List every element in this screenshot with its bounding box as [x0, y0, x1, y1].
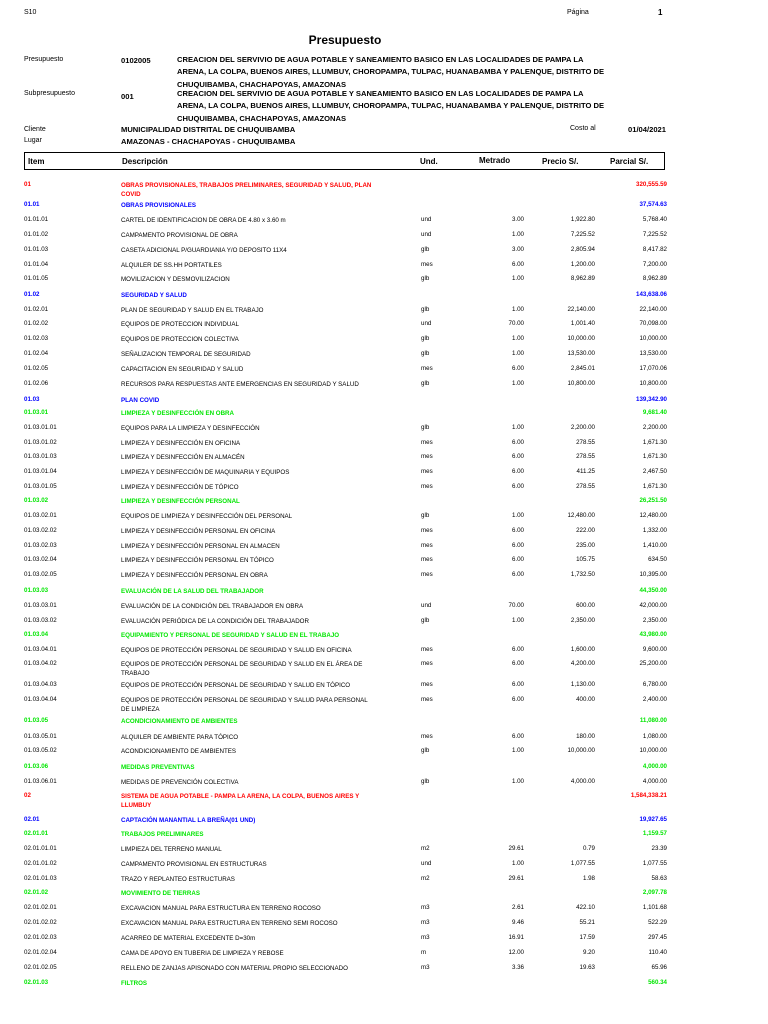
row-unit: m3 — [421, 934, 430, 941]
row-partial: 9,681.40 — [642, 409, 667, 416]
row-partial: 8,417.82 — [642, 246, 667, 253]
row-metrado: 1.00 — [511, 231, 524, 238]
row-item-code: 01.03.05.01 — [24, 733, 57, 740]
row-unit: mes — [421, 696, 433, 703]
row-metrado: 9.46 — [511, 919, 524, 926]
row-description: OBRAS PROVISIONALES, TRABAJOS PRELIMINARES, SEGURIDAD Y SALUD, PLAN COVID — [121, 182, 372, 198]
row-partial: 26,251.50 — [639, 497, 667, 504]
row-description: EQUIPOS DE PROTECCIÓN PERSONAL DE SEGURIDAD Y SALUD PARA PERSONAL DE LIMPIEZA — [121, 697, 368, 713]
row-item-code: 01.01 — [24, 201, 40, 208]
costo-date: 01/04/2021 — [628, 125, 667, 134]
row-unit: mes — [421, 571, 433, 578]
lugar-value: AMAZONAS - CHACHAPOYAS - CHUQUIBAMBA — [121, 137, 296, 146]
row-item-code: 01.01.05 — [24, 275, 49, 282]
row-metrado: 16.91 — [508, 934, 524, 941]
row-item-code: 01.02.02 — [24, 320, 49, 327]
row-metrado: 1.00 — [511, 747, 524, 754]
row-partial: 1,077.55 — [642, 860, 667, 867]
row-price: 13,530.00 — [567, 350, 595, 357]
row-unit: glb — [421, 424, 430, 431]
row-metrado: 6.00 — [511, 542, 524, 549]
row-partial: 10,800.00 — [639, 380, 667, 387]
row-item-code: 01.03.02.02 — [24, 527, 57, 534]
row-description: LIMPIEZA Y DESINFECCIÓN PERSONAL — [121, 498, 240, 505]
row-partial: 11,080.00 — [639, 717, 667, 724]
row-item-code: 01.03.02.05 — [24, 571, 57, 578]
row-price: 411.25 — [576, 468, 595, 475]
row-unit: mes — [421, 453, 433, 460]
row-unit: m3 — [421, 964, 430, 971]
row-partial: 1,332.00 — [642, 527, 667, 534]
row-metrado: 70.00 — [508, 320, 524, 327]
row-partial: 7,200.00 — [642, 261, 667, 268]
row-item-code: 01.03.04.03 — [24, 681, 57, 688]
row-price: 1,200.00 — [570, 261, 595, 268]
row-item-code: 01.01.01 — [24, 216, 49, 223]
row-metrado: 3.36 — [511, 964, 524, 971]
row-unit: m3 — [421, 919, 430, 926]
row-description: SISTEMA DE AGUA POTABLE - PAMPA LA ARENA, LA COLPA, BUENOS AIRES Y LLUMBUY — [121, 793, 360, 809]
row-description: CAMPAMENTO PROVISIONAL EN ESTRUCTURAS — [121, 861, 267, 868]
row-description: EQUIPAMIENTO Y PERSONAL DE SEGURIDAD Y SALUD EN EL TRABAJO — [121, 632, 340, 639]
row-partial: 8,962.89 — [642, 275, 667, 282]
row-metrado: 6.00 — [511, 681, 524, 688]
row-partial: 6,780.00 — [642, 681, 667, 688]
row-unit: glb — [421, 275, 430, 282]
row-description: MOVIMIENTO DE TIERRAS — [121, 890, 200, 897]
row-price: 278.55 — [576, 483, 595, 490]
costo-label: Costo al — [570, 125, 596, 132]
row-partial: 37,574.63 — [639, 201, 667, 208]
row-partial: 58.63 — [651, 875, 667, 882]
row-price: 10,000.00 — [567, 747, 595, 754]
presupuesto-label: Presupuesto — [24, 56, 64, 63]
row-unit: mes — [421, 483, 433, 490]
row-unit: glb — [421, 246, 430, 253]
row-unit: mes — [421, 681, 433, 688]
row-metrado: 6.00 — [511, 483, 524, 490]
row-description: EXCAVACION MANUAL PARA ESTRUCTURA EN TERRENO ROCOSO — [121, 905, 321, 912]
row-item-code: 01.01.02 — [24, 231, 49, 238]
row-unit: mes — [421, 365, 433, 372]
row-price: 12,480.00 — [567, 512, 595, 519]
row-description: MOVILIZACION Y DESMOVILIZACION — [121, 276, 230, 283]
row-price: 235.00 — [576, 542, 595, 549]
row-partial: 1,159.57 — [642, 830, 667, 837]
row-description: PLAN DE SEGURIDAD Y SALUD EN EL TRABAJO — [121, 307, 264, 314]
row-metrado: 6.00 — [511, 660, 524, 667]
row-description: OBRAS PROVISIONALES — [121, 202, 196, 209]
row-item-code: 01.02.03 — [24, 335, 49, 342]
row-price: 2,845.01 — [570, 365, 595, 372]
row-partial: 12,480.00 — [639, 512, 667, 519]
row-item-code: 01.03.02.04 — [24, 556, 57, 563]
row-partial: 143,638.06 — [636, 291, 667, 298]
row-metrado: 6.00 — [511, 733, 524, 740]
row-partial: 320,555.59 — [636, 181, 667, 188]
row-price: 1,732.50 — [570, 571, 595, 578]
row-unit: m — [421, 949, 427, 956]
row-unit: glb — [421, 747, 430, 754]
row-item-code: 01.03.01.03 — [24, 453, 57, 460]
row-metrado: 1.00 — [511, 860, 524, 867]
row-partial: 4,000.00 — [642, 778, 667, 785]
row-metrado: 6.00 — [511, 646, 524, 653]
row-price: 0.79 — [582, 845, 595, 852]
row-unit: glb — [421, 306, 430, 313]
row-unit: und — [421, 320, 432, 327]
row-description: LIMPIEZA Y DESINFECCIÓN EN OFICINA — [121, 440, 241, 447]
row-description: ACONDICIONAMIENTO DE AMBIENTES — [121, 748, 237, 755]
row-price: 1,600.00 — [570, 646, 595, 653]
row-item-code: 01.01.03 — [24, 246, 49, 253]
row-partial: 139,342.90 — [636, 396, 667, 403]
presupuesto-code: 0102005 — [121, 56, 151, 65]
row-unit: mes — [421, 542, 433, 549]
row-price: 4,000.00 — [570, 778, 595, 785]
row-price: 4,200.00 — [570, 660, 595, 667]
row-item-code: 02.01.02.02 — [24, 919, 57, 926]
row-price: 105.75 — [576, 556, 595, 563]
row-metrado: 2.61 — [511, 904, 524, 911]
row-description: SEÑALIZACION TEMPORAL DE SEGURIDAD — [121, 351, 251, 358]
row-metrado: 6.00 — [511, 261, 524, 268]
cliente-label: Cliente — [24, 126, 46, 133]
row-partial: 522.29 — [648, 919, 667, 926]
subpresupuesto-description: CREACION DEL SERVIVIO DE AGUA POTABLE Y SANEAMIENTO BASICO EN LAS LOCALIDADES DE PAMPA LA ARENA, LA COLPA, BUENOS AIRES, LLUMBUY, CHOROPAMPA, TULPAC, HUANABAMBA Y PALENQUE, DISTRITO DE CHUQUIBAMBA, CHACHAPOYAS, AMAZONAS — [177, 89, 605, 123]
row-item-code: 02.01.02.03 — [24, 934, 57, 941]
row-partial: 110.40 — [648, 949, 667, 956]
row-item-code: 02.01.02 — [24, 889, 49, 896]
row-item-code: 02.01.03 — [24, 979, 49, 986]
row-unit: m2 — [421, 875, 430, 882]
row-description: EVALUACIÓN DE LA CONDICIÓN DEL TRABAJADOR EN OBRA — [121, 603, 304, 610]
presupuesto-description: CREACION DEL SERVIVIO DE AGUA POTABLE Y SANEAMIENTO BASICO EN LAS LOCALIDADES DE PAMPA LA ARENA, LA COLPA, BUENOS AIRES, LLUMBUY, CHOROPAMPA, TULPAC, HUANABAMBA Y PALENQUE, DISTRITO DE CHUQUIBAMBA, CHACHAPOYAS, AMAZONAS — [177, 55, 605, 89]
row-description: ACONDICIONAMIENTO DE AMBIENTES — [121, 718, 238, 725]
row-item-code: 01.02.04 — [24, 350, 49, 357]
row-item-code: 01.03.03.02 — [24, 617, 57, 624]
row-partial: 2,200.00 — [642, 424, 667, 431]
row-unit: glb — [421, 380, 430, 387]
row-item-code: 02.01.02.05 — [24, 964, 57, 971]
row-description: LIMPIEZA Y DESINFECCIÓN EN OBRA — [121, 410, 234, 417]
row-description: CAMPAMENTO PROVISIONAL DE OBRA — [121, 232, 238, 239]
row-description: LIMPIEZA DEL TERRENO MANUAL — [121, 846, 222, 853]
row-item-code: 01.02.01 — [24, 306, 49, 313]
col-descripcion: Descripción — [122, 157, 168, 166]
row-partial: 560.34 — [648, 979, 667, 986]
row-item-code: 01.03.05 — [24, 717, 49, 724]
row-price: 2,200.00 — [570, 424, 595, 431]
row-description: EQUIPOS DE PROTECCIÓN PERSONAL DE SEGURIDAD Y SALUD EN OFICINA — [121, 647, 352, 654]
row-unit: mes — [421, 261, 433, 268]
row-description: CARTEL DE IDENTIFICACION DE OBRA DE 4.80 x 3.60 m — [121, 217, 286, 224]
row-metrado: 29.61 — [508, 845, 524, 852]
row-partial: 634.50 — [648, 556, 667, 563]
row-description: LIMPIEZA Y DESINFECCIÓN PERSONAL EN TÓPICO — [121, 557, 274, 564]
row-description: CAMA DE APOYO EN TUBERIA DE LIMPIEZA Y REBOSE — [121, 950, 284, 957]
row-description: TRABAJOS PRELIMINARES — [121, 831, 204, 838]
lugar-label: Lugar — [24, 137, 42, 144]
row-partial: 7,225.52 — [642, 231, 667, 238]
row-unit: mes — [421, 660, 433, 667]
row-metrado: 29.61 — [508, 875, 524, 882]
row-price: 10,800.00 — [567, 380, 595, 387]
row-unit: und — [421, 216, 432, 223]
row-item-code: 02.01.01.02 — [24, 860, 57, 867]
row-partial: 19,927.65 — [639, 816, 667, 823]
row-partial: 4,000.00 — [642, 763, 667, 770]
subpresupuesto-label: Subpresupuesto — [24, 90, 75, 97]
row-partial: 1,671.30 — [642, 483, 667, 490]
row-description: LIMPIEZA Y DESINFECCIÓN PERSONAL EN OFICINA — [121, 528, 276, 535]
row-metrado: 6.00 — [511, 527, 524, 534]
row-item-code: 01 — [24, 181, 31, 188]
row-metrado: 1.00 — [511, 424, 524, 431]
row-partial: 9,600.00 — [642, 646, 667, 653]
row-partial: 44,350.00 — [639, 587, 667, 594]
row-item-code: 01.03.06 — [24, 763, 49, 770]
row-unit: und — [421, 602, 432, 609]
row-item-code: 01.03.04 — [24, 631, 49, 638]
row-price: 22,140.00 — [567, 306, 595, 313]
row-unit: glb — [421, 350, 430, 357]
row-item-code: 01.03.04.02 — [24, 660, 57, 667]
row-item-code: 02.01.01.03 — [24, 875, 57, 882]
row-partial: 10,000.00 — [639, 335, 667, 342]
row-unit: glb — [421, 335, 430, 342]
row-partial: 10,000.00 — [639, 747, 667, 754]
row-price: 55.21 — [579, 919, 595, 926]
row-unit: m3 — [421, 904, 430, 911]
row-metrado: 70.00 — [508, 602, 524, 609]
row-price: 1,130.00 — [570, 681, 595, 688]
row-description: CAPACITACION EN SEGURIDAD Y SALUD — [121, 366, 244, 373]
row-price: 7,225.52 — [570, 231, 595, 238]
table-header — [24, 152, 665, 170]
page-title: Presupuesto — [308, 33, 382, 47]
row-metrado: 1.00 — [511, 380, 524, 387]
row-description: LIMPIEZA Y DESINFECCIÓN DE MAQUINARIA Y EQUIPOS — [121, 469, 290, 476]
row-unit: mes — [421, 646, 433, 653]
row-item-code: 02.01.02.04 — [24, 949, 57, 956]
row-price: 180.00 — [576, 733, 595, 740]
row-description: EQUIPOS PARA LA LIMPIEZA Y DESINFECCIÓN — [121, 425, 260, 432]
row-metrado: 6.00 — [511, 365, 524, 372]
row-partial: 23.39 — [651, 845, 667, 852]
row-partial: 1,671.30 — [642, 439, 667, 446]
row-price: 9.20 — [582, 949, 595, 956]
row-price: 1,922.80 — [570, 216, 595, 223]
row-unit: glb — [421, 512, 430, 519]
row-description: LIMPIEZA Y DESINFECCIÓN DE TÓPICO — [121, 484, 239, 491]
row-item-code: 01.03.03 — [24, 587, 49, 594]
row-item-code: 02.01.01 — [24, 830, 49, 837]
row-unit: mes — [421, 556, 433, 563]
row-description: FILTROS — [121, 980, 148, 987]
row-partial: 65.96 — [651, 964, 667, 971]
row-price: 278.55 — [576, 453, 595, 460]
row-partial: 5,768.40 — [642, 216, 667, 223]
row-metrado: 1.00 — [511, 335, 524, 342]
row-item-code: 01.02.06 — [24, 380, 49, 387]
page-number: 1 — [658, 8, 663, 17]
row-metrado: 3.00 — [511, 246, 524, 253]
row-price: 1.98 — [582, 875, 595, 882]
row-description: EQUIPOS DE PROTECCIÓN PERSONAL DE SEGURIDAD Y SALUD EN TÓPICO — [121, 682, 351, 689]
row-metrado: 1.00 — [511, 350, 524, 357]
col-und: Und. — [420, 157, 438, 166]
row-metrado: 3.00 — [511, 216, 524, 223]
row-partial: 1,584,338.21 — [630, 792, 667, 799]
row-price: 1,077.55 — [570, 860, 595, 867]
row-item-code: 01.03 — [24, 396, 40, 403]
row-price: 2,350.00 — [570, 617, 595, 624]
row-price: 19.63 — [579, 964, 595, 971]
row-metrado: 6.00 — [511, 453, 524, 460]
row-price: 1,001.40 — [570, 320, 595, 327]
row-partial: 1,410.00 — [642, 542, 667, 549]
row-description: MEDIDAS PREVENTIVAS — [121, 764, 195, 771]
col-parcial: Parcial S/. — [610, 157, 649, 166]
row-metrado: 1.00 — [511, 778, 524, 785]
row-partial: 25,200.00 — [639, 660, 667, 667]
row-metrado: 6.00 — [511, 468, 524, 475]
row-item-code: 02 — [24, 792, 31, 799]
page-label: Página — [567, 9, 589, 16]
row-item-code: 01.01.04 — [24, 261, 49, 268]
row-partial: 17,070.06 — [639, 365, 667, 372]
row-item-code: 02.01.02.01 — [24, 904, 57, 911]
row-metrado: 6.00 — [511, 556, 524, 563]
row-item-code: 01.03.01.02 — [24, 439, 57, 446]
row-price: 222.00 — [576, 527, 595, 534]
row-item-code: 01.03.02 — [24, 497, 49, 504]
row-description: EQUIPOS DE LIMPIEZA Y DESINFECCIÓN DEL PERSONAL — [121, 513, 293, 520]
row-partial: 1,101.68 — [642, 904, 667, 911]
row-item-code: 01.03.01.04 — [24, 468, 57, 475]
subpresupuesto-code: 001 — [121, 92, 134, 101]
row-partial: 297.45 — [648, 934, 667, 941]
row-partial: 2,350.00 — [642, 617, 667, 624]
row-item-code: 01.03.01.01 — [24, 424, 57, 431]
row-unit: m2 — [421, 845, 430, 852]
row-unit: und — [421, 231, 432, 238]
row-price: 2,805.94 — [570, 246, 595, 253]
row-description: EVALUACIÓN DE LA SALUD DEL TRABAJADOR — [121, 588, 264, 595]
row-description: CASETA ADICIONAL P/GUARDIANIA Y/O DEPOSITO 11X4 — [121, 247, 287, 254]
row-unit: und — [421, 860, 432, 867]
row-description: TRAZO Y REPLANTEO ESTRUCTURAS — [121, 876, 235, 883]
row-partial: 13,530.00 — [639, 350, 667, 357]
row-partial: 22,140.00 — [639, 306, 667, 313]
row-partial: 70,098.00 — [639, 320, 667, 327]
row-description: MEDIDAS DE PREVENCIÓN COLECTIVA — [121, 779, 239, 786]
row-item-code: 01.03.04.01 — [24, 646, 57, 653]
row-partial: 2,467.50 — [642, 468, 667, 475]
row-item-code: 01.03.02.01 — [24, 512, 57, 519]
row-metrado: 1.00 — [511, 512, 524, 519]
row-metrado: 6.00 — [511, 571, 524, 578]
row-partial: 2,097.78 — [642, 889, 667, 896]
row-description: RECURSOS PARA RESPUESTAS ANTE EMERGENCIAS EN SEGURIDAD Y SALUD — [121, 381, 359, 388]
row-description: EXCAVACION MANUAL PARA ESTRUCTURA EN TERRENO SEMI ROCOSO — [121, 920, 338, 927]
row-item-code: 01.03.03.01 — [24, 602, 57, 609]
row-description: ALQUILER DE SS.HH PORTATILES — [121, 262, 222, 269]
cliente-value: MUNICIPALIDAD DISTRITAL DE CHUQUIBAMBA — [121, 125, 296, 134]
row-partial: 1,671.30 — [642, 453, 667, 460]
row-partial: 1,080.00 — [642, 733, 667, 740]
row-unit: mes — [421, 468, 433, 475]
row-item-code: 01.02 — [24, 291, 40, 298]
row-price: 10,000.00 — [567, 335, 595, 342]
row-metrado: 1.00 — [511, 306, 524, 313]
row-price: 8,962.89 — [570, 275, 595, 282]
row-description: CAPTACIÓN MANANTIAL LA BREÑA(01 UND) — [121, 817, 256, 824]
row-price: 422.10 — [576, 904, 595, 911]
row-item-code: 01.03.05.02 — [24, 747, 57, 754]
row-description: ALQUILER DE AMBIENTE PARA TÓPICO — [121, 734, 239, 741]
row-metrado: 6.00 — [511, 439, 524, 446]
row-unit: mes — [421, 733, 433, 740]
row-metrado: 1.00 — [511, 617, 524, 624]
row-price: 400.00 — [576, 696, 595, 703]
row-item-code: 01.03.01 — [24, 409, 49, 416]
row-item-code: 01.03.01.05 — [24, 483, 57, 490]
row-item-code: 01.03.02.03 — [24, 542, 57, 549]
col-item: Item — [28, 157, 45, 166]
row-item-code: 01.03.06.01 — [24, 778, 57, 785]
row-item-code: 02.01.01.01 — [24, 845, 57, 852]
row-unit: glb — [421, 778, 430, 785]
row-description: PLAN COVID — [121, 397, 160, 404]
row-metrado: 12.00 — [508, 949, 524, 956]
row-metrado: 6.00 — [511, 696, 524, 703]
row-description: EQUIPOS DE PROTECCIÓN PERSONAL DE SEGURIDAD Y SALUD EN EL ÁREA DE TRABAJO — [121, 661, 363, 677]
row-description: ACARREO DE MATERIAL EXCEDENTE D=30m — [121, 935, 256, 942]
row-price: 278.55 — [576, 439, 595, 446]
row-unit: mes — [421, 439, 433, 446]
row-metrado: 1.00 — [511, 275, 524, 282]
col-precio: Precio S/. — [542, 157, 579, 166]
row-description: LIMPIEZA Y DESINFECCIÓN EN ALMACÉN — [121, 454, 245, 461]
row-description: LIMPIEZA Y DESINFECCIÓN PERSONAL EN ALMACEN — [121, 543, 280, 550]
row-partial: 42,000.00 — [639, 602, 667, 609]
row-partial: 10,395.00 — [639, 571, 667, 578]
col-metrado: Metrado — [479, 156, 511, 165]
row-description: RELLENO DE ZANJAS APISONADO CON MATERIAL PROPIO SELECCIONADO — [121, 965, 348, 972]
row-unit: glb — [421, 617, 430, 624]
row-description: EQUIPOS DE PROTECCION COLECTIVA — [121, 336, 239, 343]
row-description: EQUIPOS DE PROTECCION INDIVIDUAL — [121, 321, 239, 328]
row-item-code: 01.02.05 — [24, 365, 49, 372]
row-unit: mes — [421, 527, 433, 534]
row-partial: 43,980.00 — [639, 631, 667, 638]
row-description: SEGURIDAD Y SALUD — [121, 292, 187, 299]
row-description: EVALUACIÓN PERIÓDICA DE LA CONDICIÓN DEL TRABAJADOR — [121, 618, 309, 625]
row-partial: 2,400.00 — [642, 696, 667, 703]
row-price: 600.00 — [576, 602, 595, 609]
row-item-code: 01.03.04.04 — [24, 696, 57, 703]
report-code: S10 — [24, 9, 37, 16]
row-item-code: 02.01 — [24, 816, 40, 823]
row-description: LIMPIEZA Y DESINFECCIÓN PERSONAL EN OBRA — [121, 572, 268, 579]
row-price: 17.59 — [579, 934, 595, 941]
